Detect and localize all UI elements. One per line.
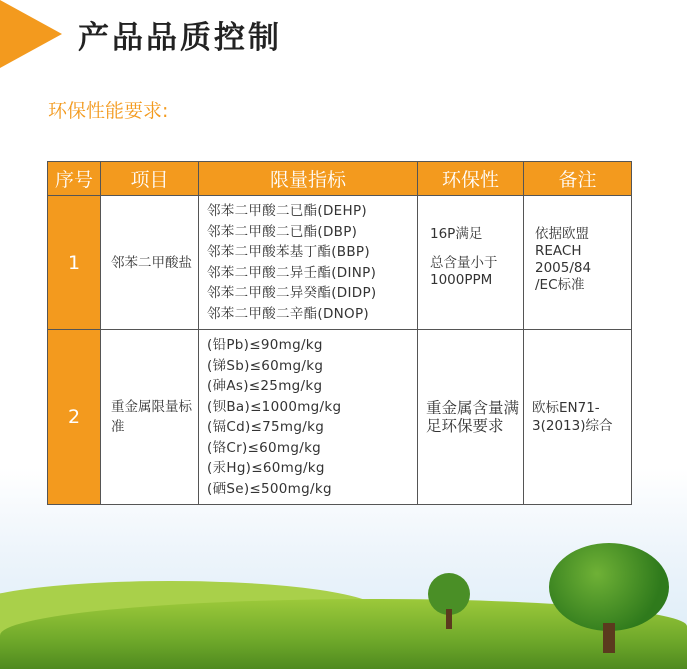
row-note: 欧标EN71-3(2013)综合	[524, 330, 632, 505]
limit-line: (硒Se)≤500mg/kg	[207, 480, 332, 497]
env-line: 16P满足	[430, 226, 483, 242]
header-limits: 限量指标	[199, 162, 418, 196]
limit-line: (钡Ba)≤1000mg/kg	[207, 398, 342, 415]
row-no: 1	[48, 196, 101, 330]
limit-line: 邻苯二甲酸二已酯(DBP)	[207, 223, 358, 240]
limit-line: 邻苯二甲酸二异癸酯(DIDP)	[207, 285, 377, 301]
note-line: 2005/84	[535, 260, 592, 276]
section-subtitle: 环保性能要求:	[48, 100, 169, 122]
limit-line: 邻苯二甲酸二异壬酯(DINP)	[207, 264, 377, 281]
header-note: 备注	[524, 162, 632, 196]
table-row	[48, 196, 632, 330]
row-no: 2	[48, 330, 101, 505]
header-env: 环保性	[418, 162, 524, 196]
quality-table	[47, 161, 632, 505]
limit-line: (锑Sb)≤60mg/kg	[207, 357, 324, 374]
small-tree-icon	[428, 573, 470, 629]
note-line: 依据欧盟	[535, 226, 589, 242]
table-header-row	[48, 162, 632, 196]
limit-line: (砷As)≤25mg/kg	[207, 378, 323, 394]
table-row	[48, 330, 632, 505]
limit-line: (汞Hg)≤60mg/kg	[207, 460, 325, 476]
row-item: 重金属限量标准	[101, 330, 199, 505]
row-item: 邻苯二甲酸盐	[101, 196, 199, 330]
note-line: REACH	[535, 243, 582, 259]
note-line: /EC标准	[535, 277, 585, 293]
env-line: 1000PPM	[430, 272, 493, 288]
row-limits	[199, 196, 418, 330]
limit-line: 邻苯二甲酸二辛酯(DNOP)	[207, 305, 369, 322]
row-env	[418, 196, 524, 330]
env-line: 总含量小于	[430, 255, 498, 271]
limit-line: (铅Pb)≤90mg/kg	[207, 337, 323, 353]
limit-line: 邻苯二甲酸二已酯(DEHP)	[207, 203, 367, 219]
limit-line: (铬Cr)≤60mg/kg	[207, 439, 322, 456]
header-no: 序号	[48, 162, 101, 196]
header-arrow	[0, 0, 62, 68]
limit-line: (镉Cd)≤75mg/kg	[207, 419, 325, 435]
page-title: 产品品质控制	[78, 20, 282, 56]
env-spacer	[430, 243, 519, 255]
header-item: 项目	[101, 162, 199, 196]
row-note	[524, 196, 632, 330]
limit-line: 邻苯二甲酸苯基丁酯(BBP)	[207, 244, 370, 260]
tree-icon	[549, 543, 669, 653]
row-env: 重金属含量满足环保要求	[418, 330, 524, 505]
row-limits	[199, 330, 418, 505]
